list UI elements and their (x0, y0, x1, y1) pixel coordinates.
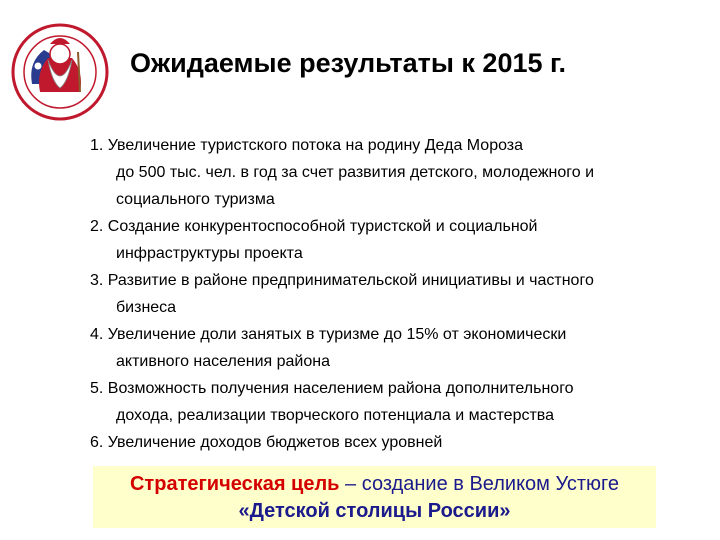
goal-text: – создание в Великом Устюге (339, 473, 619, 495)
page-title: Ожидаемые результаты к 2015 г. (130, 48, 567, 78)
list-item (90, 321, 690, 375)
results-list (90, 132, 690, 456)
list-item-line: 5. Возможность получения населением района дополнительного (90, 380, 574, 397)
list-item (90, 429, 690, 456)
list-item-line: инфраструктуры проекта (116, 245, 303, 262)
list-item-line: активного населения района (116, 353, 330, 370)
list-item (90, 132, 690, 213)
strategic-goal-box (93, 466, 656, 528)
list-item (90, 375, 690, 429)
list-item-line: 4. Увеличение доли занятых в туризме до 15% от экономически (90, 326, 567, 343)
list-item-line: 6. Увеличение доходов бюджетов всех уровней (90, 434, 443, 451)
ded-moroz-logo-icon (10, 22, 110, 122)
list-item-line: 3. Развитие в районе предпринимательской инициативы и частного (90, 272, 594, 289)
goal-line-2: «Детской столицы России» (238, 500, 511, 522)
list-item-line: до 500 тыс. чел. в год за счет развития детского, молодежного и (116, 164, 595, 181)
list-item (90, 213, 690, 267)
goal-line-1 (93, 471, 656, 498)
list-item (90, 267, 690, 321)
logo (10, 22, 110, 122)
list-item-line: 1. Увеличение туристского потока на родину Деда Мороза (90, 137, 524, 154)
goal-label: Стратегическая цель (129, 473, 340, 495)
list-item-line: бизнеса (116, 299, 177, 316)
list-item-line: социального туризма (116, 191, 275, 208)
list-item-line: 2. Создание конкурентоспособной туристской и социальной (90, 218, 538, 235)
list-item-line: дохода, реализации творческого потенциала и мастерства (116, 407, 555, 424)
